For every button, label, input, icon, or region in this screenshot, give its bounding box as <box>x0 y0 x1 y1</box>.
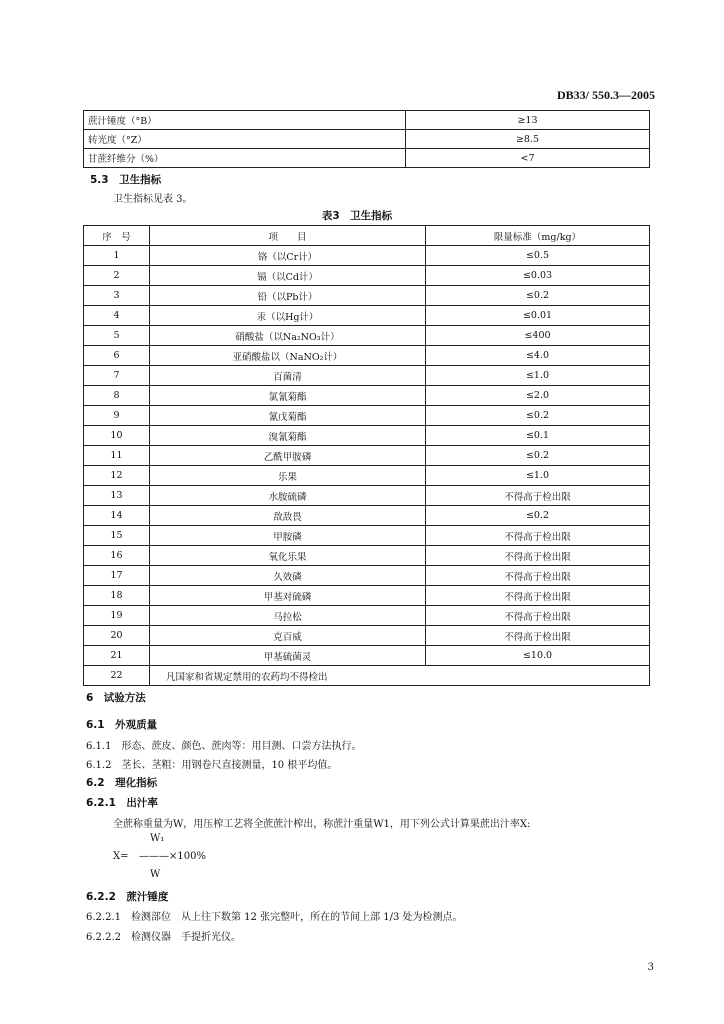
formula-lhs: X= <box>113 851 129 862</box>
formula-numerator: W₁ <box>150 833 165 844</box>
section-6-2-1-heading: 6.2.1 出汁率 <box>86 797 158 809</box>
row-no: 22 <box>84 666 150 686</box>
table-row <box>84 626 650 646</box>
quality-index-table-continued <box>83 110 650 168</box>
table-header-row <box>84 226 650 246</box>
row-item: 克百威 <box>150 626 426 646</box>
row-limit: 不得高于检出限 <box>426 586 650 606</box>
row-no: 1 <box>84 246 150 266</box>
table-row <box>84 346 650 366</box>
row-item: 氯氰菊酯 <box>150 386 426 406</box>
table-row <box>84 666 650 686</box>
row-no: 3 <box>84 286 150 306</box>
table-row <box>84 366 650 386</box>
row-item: 氧化乐果 <box>150 546 426 566</box>
row-item: 铬（以Cr计） <box>150 246 426 266</box>
row-limit: 不得高于检出限 <box>426 626 650 646</box>
row-item: 镉（以Cd计） <box>150 266 426 286</box>
table-row <box>84 266 650 286</box>
row-limit: 不得高于检出限 <box>426 546 650 566</box>
row-item: 马拉松 <box>150 606 426 626</box>
table-row <box>84 130 650 149</box>
row-item: 百菌清 <box>150 366 426 386</box>
row-item: 乙酰甲胺磷 <box>150 446 426 466</box>
row-no: 7 <box>84 366 150 386</box>
index-name: 蔗汁锤度（°B） <box>84 111 406 130</box>
row-limit: ≤0.01 <box>426 306 650 326</box>
section-6-1-1-text: 6.1.1 形态、蔗皮、颜色、蔗肉等：用目测、口尝方法执行。 <box>86 741 362 752</box>
row-no: 21 <box>84 646 150 666</box>
row-limit: ≤10.0 <box>426 646 650 666</box>
row-no: 15 <box>84 526 150 546</box>
index-value: <7 <box>406 149 650 168</box>
table-row <box>84 646 650 666</box>
section-6-2-2-heading: 6.2.2 蔗汁锤度 <box>86 891 169 903</box>
row-no: 11 <box>84 446 150 466</box>
table-row <box>84 486 650 506</box>
table-row <box>84 286 650 306</box>
table-row <box>84 426 650 446</box>
row-no: 9 <box>84 406 150 426</box>
header-limit: 限量标准（mg/kg） <box>426 226 650 246</box>
row-limit: ≤1.0 <box>426 466 650 486</box>
row-item: 硝酸盐（以Na₂NO₃计） <box>150 326 426 346</box>
row-no: 5 <box>84 326 150 346</box>
row-item: 敌敌畏 <box>150 506 426 526</box>
table-row <box>84 446 650 466</box>
row-no: 10 <box>84 426 150 446</box>
document-id: DB33/ 550.3—2005 <box>556 88 655 102</box>
header-item: 项 目 <box>150 226 426 246</box>
index-name: 甘蔗纤维分（%） <box>84 149 406 168</box>
table-row <box>84 386 650 406</box>
hygiene-index-table <box>83 225 650 686</box>
row-limit: ≤2.0 <box>426 386 650 406</box>
row-item: 水胺硫磷 <box>150 486 426 506</box>
page-number: 3 <box>647 962 654 973</box>
table-row <box>84 406 650 426</box>
row-limit: ≤0.2 <box>426 446 650 466</box>
table-row <box>84 466 650 486</box>
row-no: 14 <box>84 506 150 526</box>
table3-caption: 表3 卫生指标 <box>321 210 393 222</box>
row-item: 溴氰菊酯 <box>150 426 426 446</box>
index-value: ≥13 <box>406 111 650 130</box>
table-row <box>84 246 650 266</box>
row-limit: ≤0.1 <box>426 426 650 446</box>
table-row <box>84 111 650 130</box>
table-row <box>84 586 650 606</box>
index-value: ≥8.5 <box>406 130 650 149</box>
row-item: 甲胺磷 <box>150 526 426 546</box>
table-row <box>84 546 650 566</box>
row-item: 久效磷 <box>150 566 426 586</box>
row-no: 6 <box>84 346 150 366</box>
row-item: 甲基硫菌灵 <box>150 646 426 666</box>
row-item: 汞（以Hg计） <box>150 306 426 326</box>
section-6-2-2-2-text: 6.2.2.2 检测仪器 手提折光仪。 <box>86 932 241 943</box>
table-row <box>84 566 650 586</box>
table-row <box>84 326 650 346</box>
row-limit: ≤0.2 <box>426 506 650 526</box>
section-5-3-heading: 5.3 卫生指标 <box>90 174 162 186</box>
row-no: 2 <box>84 266 150 286</box>
row-no: 8 <box>84 386 150 406</box>
row-limit: ≤0.2 <box>426 286 650 306</box>
row-no: 4 <box>84 306 150 326</box>
section-5-3-text: 卫生指标见表 3。 <box>113 194 193 205</box>
row-no: 17 <box>84 566 150 586</box>
row-item: 氰戊菊酯 <box>150 406 426 426</box>
row-limit: ≤4.0 <box>426 346 650 366</box>
row-limit: ≤400 <box>426 326 650 346</box>
row-no: 20 <box>84 626 150 646</box>
formula-denominator: W <box>150 869 161 880</box>
row-no: 13 <box>84 486 150 506</box>
table-row <box>84 526 650 546</box>
row-no: 19 <box>84 606 150 626</box>
header-no: 序 号 <box>84 226 150 246</box>
formula-fraction-line: ———×100% <box>139 851 206 862</box>
section-6-1-2-text: 6.1.2 茎长、茎粗：用钢卷尺直接测量，10 根平均值。 <box>86 760 338 771</box>
table-row <box>84 149 650 168</box>
row-limit: 不得高于检出限 <box>426 486 650 506</box>
row-limit: ≤0.5 <box>426 246 650 266</box>
section-6-1-heading: 6.1 外观质量 <box>86 719 158 731</box>
table-row <box>84 506 650 526</box>
index-name: 转光度（°Z） <box>84 130 406 149</box>
row-item: 甲基对硫磷 <box>150 586 426 606</box>
row-limit: ≤0.2 <box>426 406 650 426</box>
section-6-2-2-1-text: 6.2.2.1 检测部位 从上往下数第 12 张完整叶，所在的节间上部 1/3 处为检测点。 <box>86 912 463 923</box>
row-limit: 不得高于检出限 <box>426 526 650 546</box>
row-limit: 不得高于检出限 <box>426 566 650 586</box>
table-row <box>84 606 650 626</box>
section-6-2-1-text: 全蔗称重量为W，用压榨工艺将全蔗蔗汁榨出，称蔗汁重量W1，用下列公式计算果蔗出汁率X: <box>113 819 531 830</box>
section-6-heading: 6 试验方法 <box>86 692 146 704</box>
row-limit: 不得高于检出限 <box>426 606 650 626</box>
table-row <box>84 306 650 326</box>
section-6-2-heading: 6.2 理化指标 <box>86 777 158 789</box>
row-item: 铅（以Pb计） <box>150 286 426 306</box>
row-no: 16 <box>84 546 150 566</box>
row-item: 乐果 <box>150 466 426 486</box>
row-note: 凡国家和省规定禁用的农药均不得检出 <box>150 666 650 686</box>
row-limit: ≤0.03 <box>426 266 650 286</box>
row-no: 12 <box>84 466 150 486</box>
row-limit: ≤1.0 <box>426 366 650 386</box>
row-item: 亚硝酸盐以（NaNO₂计） <box>150 346 426 366</box>
row-no: 18 <box>84 586 150 606</box>
